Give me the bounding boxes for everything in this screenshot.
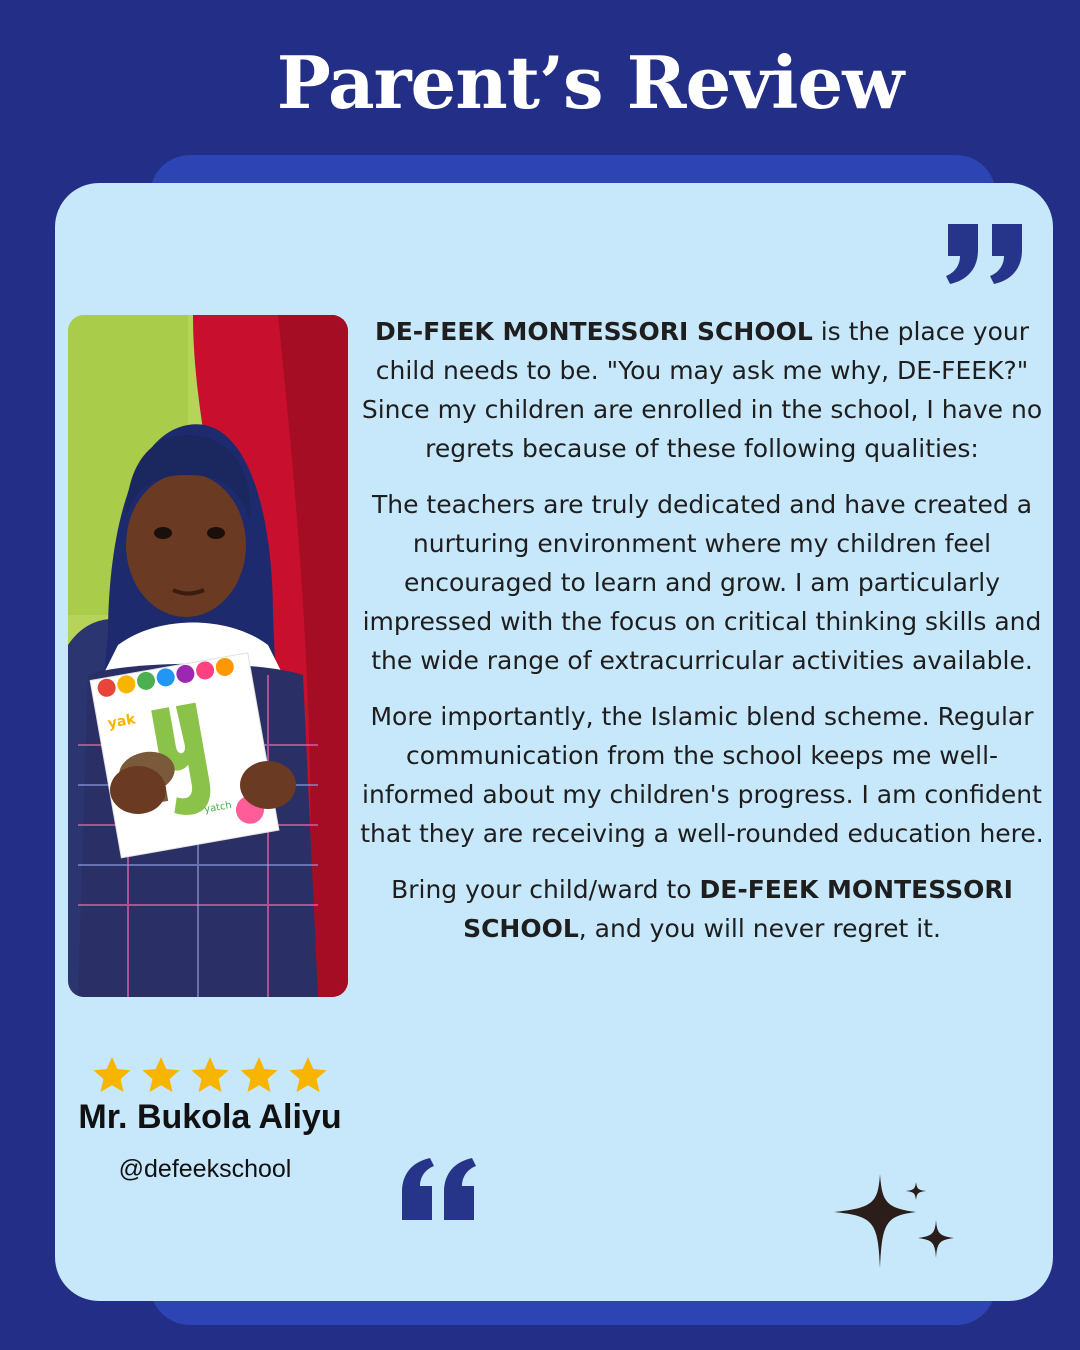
reviewer-name: Mr. Bukola Aliyu	[78, 1098, 342, 1136]
review-text-span: Since my children are enrolled in the school, I have no regrets because of these following qualities:	[361, 395, 1043, 463]
review-text	[360, 312, 1044, 965]
star-icon	[239, 1056, 279, 1094]
svg-text:yak: yak	[106, 711, 137, 733]
review-paragraph-1	[360, 312, 1044, 468]
review-paragraph-4	[360, 870, 1044, 948]
rating-stars	[92, 1056, 328, 1094]
star-icon	[141, 1056, 181, 1094]
opening-quote-icon	[398, 1158, 478, 1220]
child-photo	[68, 315, 348, 997]
review-text-span: Bring your child/ward to	[391, 875, 700, 904]
review-text-span: is the place your child needs to be. "You may ask me why, DE-FEEK?"	[375, 317, 1030, 385]
review-paragraph-2: The teachers are truly dedicated and have created a nurturing environment where my children feel encouraged to learn and grow. I am particularly impressed with the focus on critical thinking skills and the wide range of extracurricular activities available.	[362, 490, 1042, 675]
closing-quote-icon	[944, 222, 1028, 284]
star-icon	[190, 1056, 230, 1094]
svg-text:yatch: yatch	[203, 799, 233, 816]
sparkle-icon	[830, 1172, 960, 1270]
school-name-highlight: DE-FEEK MONTESSORI SCHOOL	[463, 875, 1013, 943]
social-handle: @defeekschool	[118, 1155, 292, 1183]
school-name-highlight: DE-FEEK MONTESSORI SCHOOL	[374, 317, 813, 346]
review-text-span: , and you will never regret it.	[578, 914, 941, 943]
child-photo-illustration	[68, 315, 348, 997]
page-title: Parent’s Review	[276, 40, 904, 125]
review-paragraph-3: More importantly, the Islamic blend scheme. Regular communication from the school keeps me well-informed about my children's progress. I am confident that they are receiving a well-rounded education here.	[360, 702, 1044, 848]
star-icon	[288, 1056, 328, 1094]
star-icon	[92, 1056, 132, 1094]
